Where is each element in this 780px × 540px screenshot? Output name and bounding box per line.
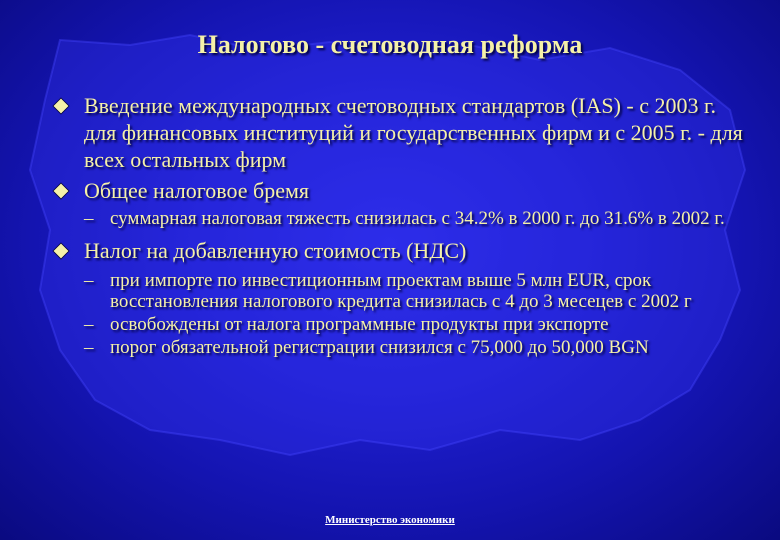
bullet-text: Налог на добавленную стоимость (НДС) (84, 238, 467, 263)
sub-item (84, 208, 752, 229)
dash-marker: – (84, 314, 94, 335)
bullet-text: Введение международных счетоводных стандартов (IAS) - с 2003 г. для финансовых институций и государственных фирм и с 2005 г. - для всех остальных фирм (84, 93, 743, 172)
bullet-item-ias (52, 92, 752, 173)
sub-item-text: освобождены от налога программные продукты при экспорте (110, 314, 609, 335)
dash-marker: – (84, 208, 94, 229)
slide-content (52, 92, 752, 360)
sub-item (84, 270, 752, 312)
dash-marker: – (84, 337, 94, 358)
sub-item-text: порог обязательной регистрации снизился с 75,000 до 50,000 BGN (110, 337, 649, 358)
slide-title: Налогово - счетоводная реформа (197, 30, 583, 59)
bullet-item-tax-burden (52, 177, 752, 204)
sub-item (84, 314, 752, 335)
diamond-bullet-icon (52, 237, 84, 264)
sub-item-text: при импорте по инвестиционным проектам выше 5 млн EUR, срок восстановления налогового кредита снизилась с 4 до 3 месецев с 2002 г (110, 270, 692, 312)
sub-item (84, 337, 752, 358)
footer-ministry: Министерство экономики (325, 514, 455, 526)
diamond-bullet-icon (52, 177, 84, 204)
bullet-item-vat (52, 237, 752, 264)
diamond-bullet-icon (52, 92, 84, 119)
sub-item-text: суммарная налоговая тяжесть снизилась с 34.2% в 2000 г. до 31.6% в 2002 г. (110, 208, 725, 229)
dash-marker: – (84, 270, 94, 291)
bullet-text: Общее налоговое бремя (84, 178, 310, 203)
